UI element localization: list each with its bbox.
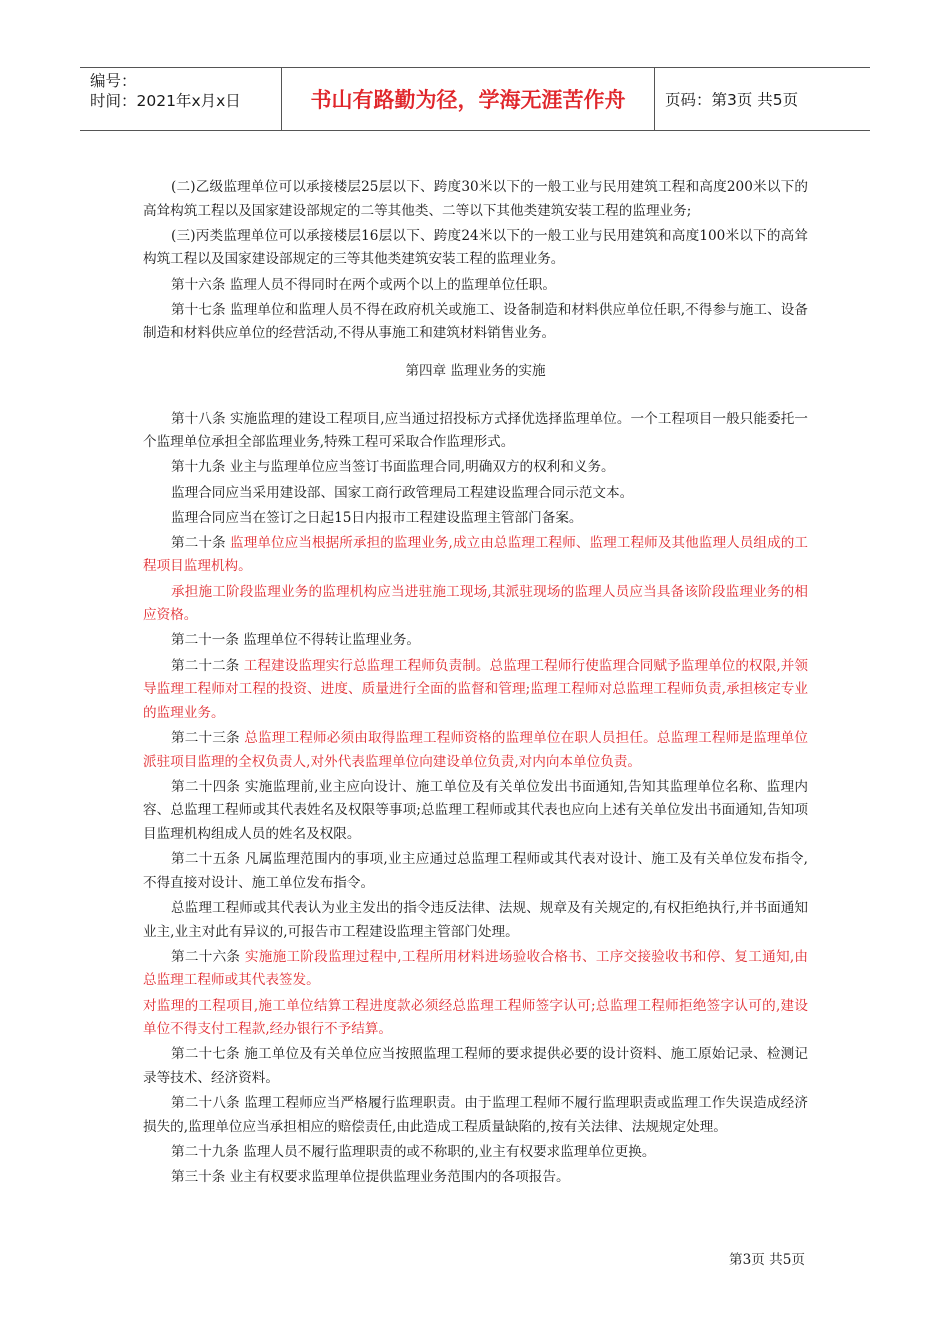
paragraph: (二)乙级监理单位可以承接楼层25层以下、跨度30米以下的一般工业与民用建筑工程和高度200米以下的高耸构筑工程以及国家建设部规定的二等其他类、二等以下其他类建筑安装工程的监理业务;	[143, 179, 808, 219]
article-label: 第二十二条	[171, 657, 244, 674]
header-meta	[80, 68, 282, 130]
highlighted-text: 监理单位应当根据所承担的监理业务,成立由总监理工程师、监理工程师及其他监理人员组成的工程项目监理机构。	[143, 534, 808, 575]
paragraph	[143, 532, 808, 579]
highlighted-text: 实施施工阶段监理过程中,工程所用材料进场验收合格书、工序交接验收书和停、复工通知,由总监理工程师或其代表签发。	[143, 948, 809, 989]
page-header	[80, 67, 870, 131]
paragraph: 第二十九条 监理人员不履行监理职责的或不称职的,业主有权要求监理单位更换。	[171, 1143, 656, 1160]
paragraph	[143, 727, 808, 774]
article-label: 第二十条	[171, 534, 231, 551]
paragraph-highlighted: 对监理的工程项目,施工单位结算工程进度款必须经总监理工程师签字认可;总监理工程师拒绝签字认可的,建设单位不得支付工程款,经办银行不予结算。	[143, 997, 808, 1038]
paragraph: 第二十一条 监理单位不得转让监理业务。	[171, 632, 421, 649]
paragraph	[143, 946, 808, 993]
paragraph: (三)丙类监理单位可以承接楼层16层以下、跨度24米以下的一般工业与民用建筑和高度100米以下的高耸构筑工程以及国家建设部规定的三等其他类建筑安装工程的监理业务。	[143, 227, 808, 268]
header-page-info: 页码：第3页 共5页	[665, 91, 799, 109]
paragraph: 第二十四条 实施监理前,业主应向设计、施工单位及有关单位发出书面通知,告知其监理单位名称、监理内容、总监理工程师或其代表姓名及权限等事项;总监理工程师或其代表也应向上述有关单位发出书面通知,告知项目监理机构组成人员的姓名及权限。	[143, 778, 808, 842]
paragraph: 监理合同应当在签订之日起15日内报市工程建设监理主管部门备案。	[171, 509, 583, 526]
highlighted-text: 工程建设监理实行总监理工程师负责制。总监理工程师行使监理合同赋予监理单位的权限,并领导监理工程师对工程的投资、进度、质量进行全面的监督和管理;监理工程师对总监理工程师负责,承担核定专业的监理业务。	[143, 657, 808, 721]
article-label: 第二十三条	[171, 730, 245, 746]
paragraph: 第十七条 监理单位和监理人员不得在政府机关或施工、设备制造和材料供应单位任职,不得参与施工、设备制造和材料供应单位的经营活动,不得从事施工和建筑材料销售业务。	[143, 301, 808, 342]
document-body	[143, 176, 808, 1191]
article-label: 第二十六条	[171, 948, 245, 965]
paragraph: 监理合同应当采用建设部、国家工商行政管理局工程建设监理合同示范文本。	[171, 484, 634, 501]
paragraph: 第十八条 实施监理的建设工程项目,应当通过招投标方式择优选择监理单位。一个工程项目一般只能委托一个监理单位承担全部监理业务,特殊工程可采取合作监理形式。	[143, 410, 808, 451]
paragraph: 第二十七条 施工单位及有关单位应当按照监理工程师的要求提供必要的设计资料、施工原始记录、检测记录等技术、经济资料。	[143, 1046, 808, 1086]
paragraph: 第十九条 业主与监理单位应当签订书面监理合同,明确双方的权利和义务。	[171, 459, 615, 476]
paragraph: 第十六条 监理人员不得同时在两个或两个以上的监理单位任职。	[171, 276, 556, 293]
paragraph: 第二十八条 监理工程师应当严格履行监理职责。由于监理工程师不履行监理职责或监理工作失误造成经济损失的,监理单位应当承担相应的赔偿责任,由此造成工程质量缺陷的,按有关法律、法规规定处理。	[143, 1095, 808, 1135]
highlighted-text: 总监理工程师必须由取得监理工程师资格的监理单位在职人员担任。总监理工程师是监理单位派驻项目监理的全权负责人,对外代表监理单位向建设单位负责,对内向本单位负责。	[143, 730, 808, 770]
chapter-title: 第四章 监理业务的实施	[405, 362, 546, 379]
paragraph: 第二十五条 凡属监理范围内的事项,业主应通过总监理工程师或其代表对设计、施工及有关单位发布指令,不得直接对设计、施工单位发布指令。	[143, 851, 808, 891]
paragraph-highlighted: 承担施工阶段监理业务的监理机构应当进驻施工现场,其派驻现场的监理人员应当具备该阶段监理业务的相应资格。	[143, 583, 808, 624]
document-number-label: 编号：	[90, 72, 137, 90]
document-date: 时间：2021年x月x日	[90, 92, 241, 110]
paragraph: 总监理工程师或其代表认为业主发出的指令违反法律、法规、规章及有关规定的,有权拒绝执行,并书面通知业主,业主对此有异议的,可报告市工程建设监理主管部门处理。	[143, 899, 808, 940]
paragraph	[143, 655, 808, 726]
page-footer: 第3页 共5页	[729, 1252, 805, 1268]
header-motto: 书山有路勤为径，学海无涯苦作舟	[282, 68, 655, 130]
paragraph: 第三十条 业主有权要求监理单位提供监理业务范围内的各项报告。	[171, 1169, 570, 1186]
